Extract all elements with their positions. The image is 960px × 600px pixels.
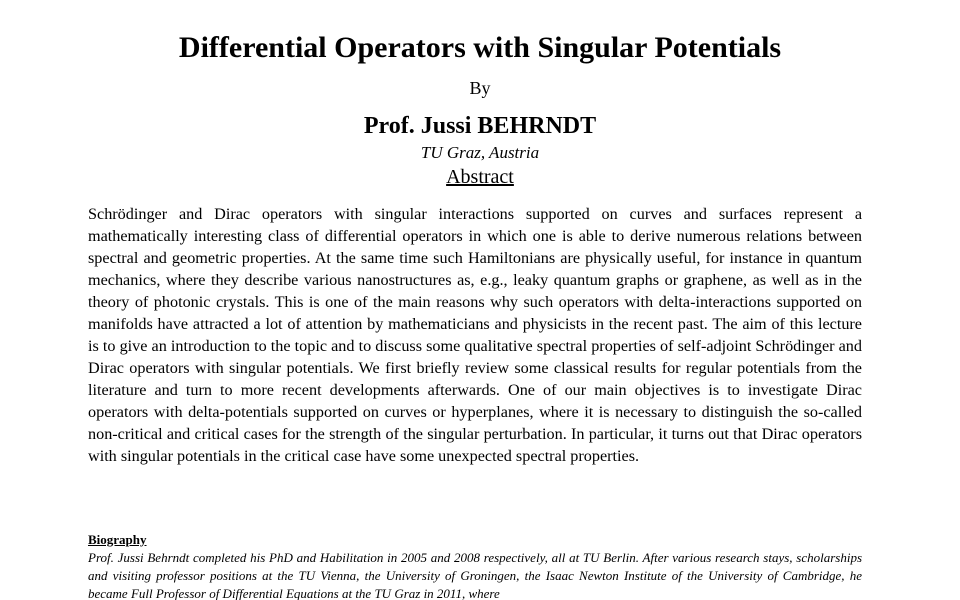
document-title: Differential Operators with Singular Potentials [178,31,782,64]
abstract-heading: Abstract [446,166,514,188]
abstract-heading-wrapper [0,164,960,190]
abstract-text: Schrödinger and Dirac operators with singular interactions supported on curves and surfaces represent a mathematically interesting class of differential operators in which one is able to derive numerous relations between spectral and geometric properties. At the same time such Hamiltonians are physically useful, for instance in quantum mechanics, where they describe various nanostructures as, e.g., leaky quantum graphs or graphene, as well as in the theory of photonic crystals. This is one of the main reasons why such operators with delta-interactions supported on manifolds have attracted a lot of attention by mathematicians and physicists in the recent past. The aim of this lecture is to give an introduction to the topic and to discuss some qualitative spectral properties of self-adjoint Schrödinger and Dirac operators with singular potentials. We first briefly review some classical results for regular potentials from the literature and turn to more recent developments afterwards. One of our main objectives is to investigate Dirac operators with delta-potentials supported on curves or hyperplanes, where it is necessary to distinguish the so-called non-critical and critical cases for the strength of the singular perturbation. In particular, it turns out that Dirac operators with singular potentials in the critical case have some unexpected spectral properties. [88,205,862,465]
biography-heading: Biography [88,532,147,547]
by-line: By [469,78,491,98]
author-name: Prof. Jussi BEHRNDT [363,113,597,139]
author-affiliation: TU Graz, Austria [420,143,540,162]
biography-text: Prof. Jussi Behrndt completed his PhD and Habilitation in 2005 and 2008 respectively, all at TU Berlin. After various research stays, scholarships and visiting professor positions at the TU Vienna, the University of Groningen, the Isaac Newton Institute of the University of Cambridge, he became Full Professor of Differential Equations at the TU Graz in 2011, where [88,550,862,600]
